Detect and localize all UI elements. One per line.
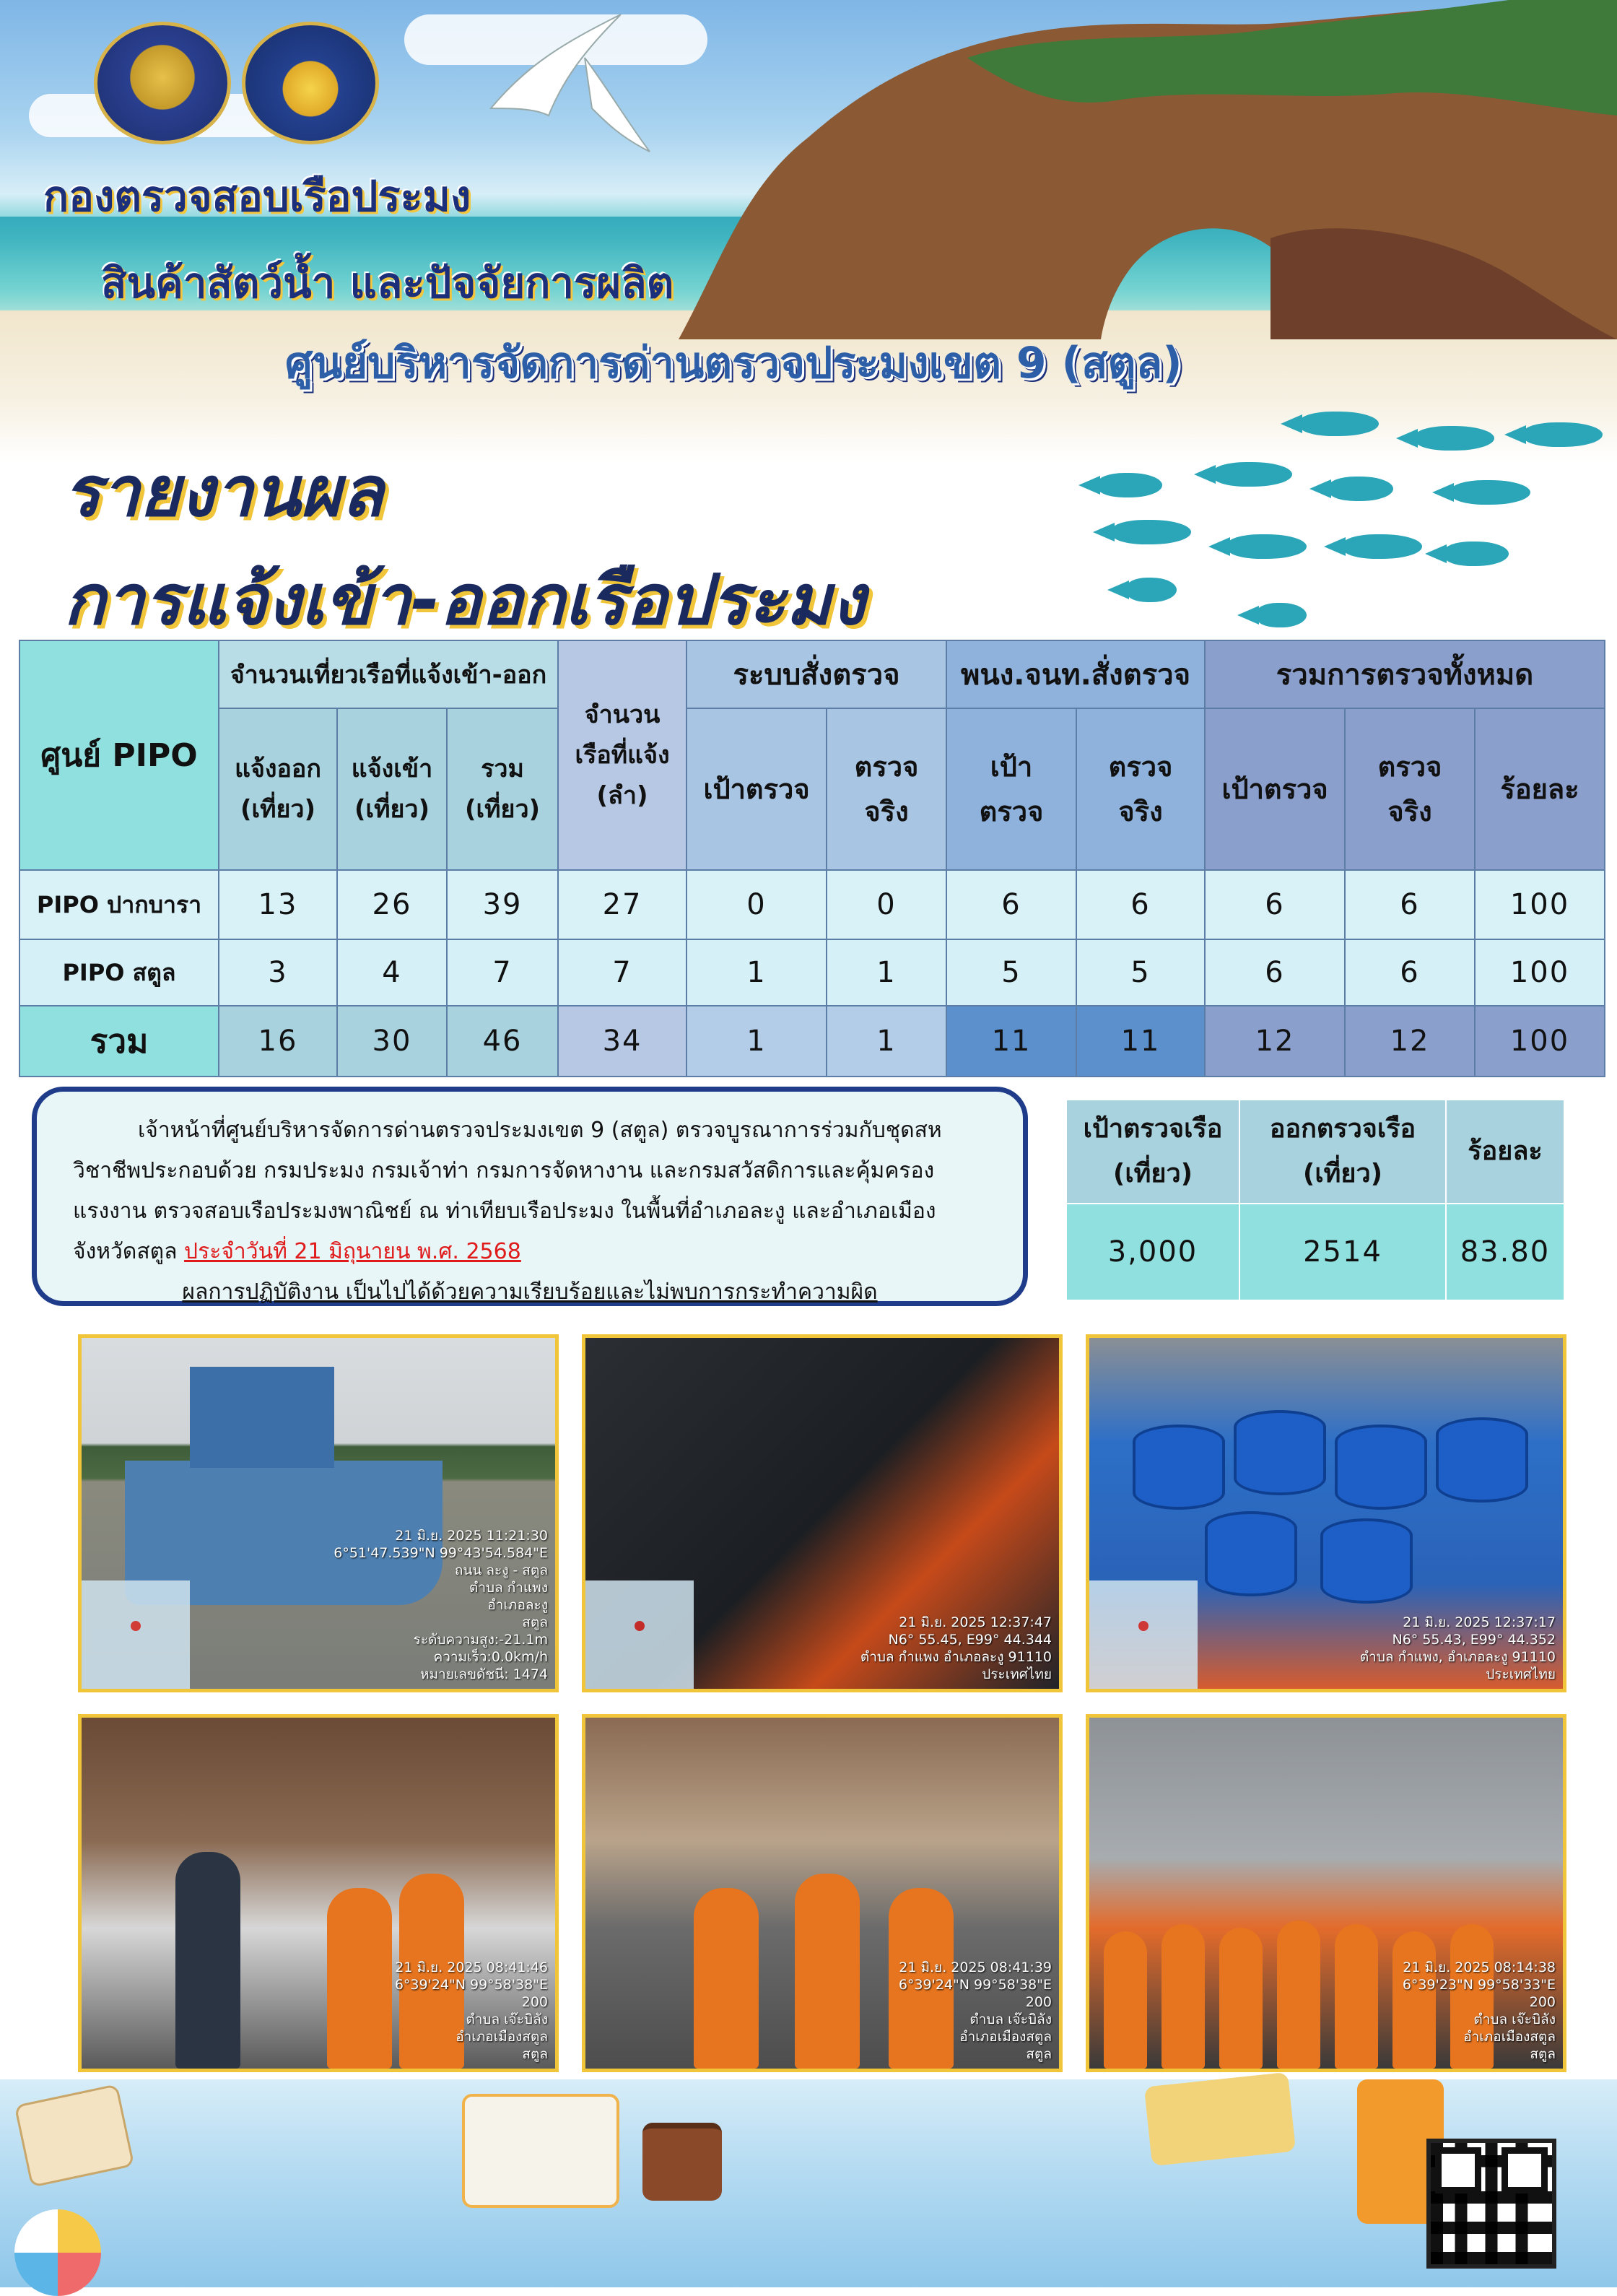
- cell-in: 4: [337, 939, 447, 1006]
- cell-off-target: 5: [946, 939, 1076, 1006]
- cell-percent: 100: [1475, 939, 1605, 1006]
- map-thumbnail: [82, 1580, 190, 1689]
- beach-ball-icon: [14, 2209, 101, 2296]
- total-tot-target: 12: [1205, 1006, 1345, 1077]
- header-tot-target: เป้าตรวจ: [1205, 708, 1345, 870]
- fish-icon: [1444, 542, 1509, 566]
- photo-crew-group: [1086, 1714, 1566, 2072]
- header-total-group: รวมการตรวจทั้งหมด: [1205, 640, 1605, 708]
- total-tot-actual: 12: [1345, 1006, 1475, 1077]
- stats-header-target: เป้าตรวจเรือ (เที่ยว): [1066, 1100, 1239, 1204]
- cell-off-actual: 5: [1076, 939, 1205, 1006]
- crew-figure: [1104, 1931, 1147, 2069]
- map-icon: [1144, 2072, 1296, 2166]
- map-thumbnail: [1089, 1580, 1198, 1689]
- photo-fishing-boat: [78, 1334, 559, 1692]
- bucket-shape: [1320, 1518, 1413, 1604]
- cell-sys-actual: 0: [827, 870, 946, 939]
- cell-tot-target: 6: [1205, 870, 1345, 939]
- total-sys-target: 1: [687, 1006, 827, 1077]
- total-boats: 34: [558, 1006, 687, 1077]
- stats-header-percent: ร้อยละ: [1446, 1100, 1564, 1204]
- total-percent: 100: [1475, 1006, 1605, 1077]
- row-name: PIPO สตูล: [19, 939, 219, 1006]
- summary-body: เจ้าหน้าที่ศูนย์บริหารจัดการด่านตรวจประมงเขต 9 (สตูล) ตรวจบูรณาการร่วมกับชุดสหวิชาชีพประกอบด้วย กรมประมง กรมเจ้าท่า กรมการจัดหางาน และกรมสวัสดิการและคุ้มครองแรงงาน ตรวจสอบเรือประมงพาณิชย์ ณ ท่าเทียบเรือประมง ในพื้นที่อำเภอละงู และอำเภอเมือง จังหวัดสตูล: [73, 1118, 942, 1264]
- cell-boats: 27: [558, 870, 687, 939]
- stats-done: 2514: [1239, 1204, 1446, 1300]
- header-boats: จำนวน เรือที่แจ้ง (ลำ): [558, 640, 687, 870]
- header-banner: [0, 0, 1617, 462]
- seagull-icon: [476, 0, 664, 159]
- fish-icon: [1343, 534, 1422, 559]
- total-off-target: 11: [946, 1006, 1076, 1077]
- photo-caption: 21 มิ.ย. 2025 12:37:47 N6° 55.45, E99° 44.344 ตำบล กำแพง อำเภอละงู 91110 ประเทศไทย: [860, 1614, 1052, 1682]
- total-in: 30: [337, 1006, 447, 1077]
- department-of-fisheries-seal-icon: [94, 22, 231, 144]
- photo-caption: 21 มิ.ย. 2025 08:41:39 6°39'24"N 99°58'38"E 200 ตำบล เจ๊ะบิลัง อำเภอเมืองสตูล สตูล: [898, 1960, 1052, 2062]
- stats-target: 3,000: [1066, 1204, 1239, 1300]
- fish-icon: [1227, 534, 1307, 559]
- total-off-actual: 11: [1076, 1006, 1205, 1077]
- bucket-shape: [1436, 1417, 1528, 1503]
- officer-figure: [175, 1852, 240, 2069]
- photo-caption: 21 มิ.ย. 2025 08:41:46 6°39'24"N 99°58'38"E 200 ตำบล เจ๊ะบิลัง อำเภอเมืองสตูล สตูล: [394, 1960, 548, 2062]
- pipo-report-table: [19, 640, 1605, 1077]
- cell-out: 13: [219, 870, 337, 939]
- photo-caption: 21 มิ.ย. 2025 08:14:38 6°39'23"N 99°58'33"E 200 ตำบล เจ๊ะบิลัง อำเภอเมืองสตูล สตูล: [1402, 1960, 1556, 2062]
- header-out: แจ้งออก (เที่ยว): [219, 708, 337, 870]
- crew-figure: [1277, 1921, 1320, 2069]
- summary-date: ประจำวันที่ 21 มิถุนายน พ.ศ. 2568: [184, 1239, 521, 1264]
- cell-off-target: 6: [946, 870, 1076, 939]
- bucket-shape: [1335, 1425, 1427, 1510]
- header-officer-group: พนง.จนท.สั่งตรวจ: [946, 640, 1205, 708]
- total-out: 16: [219, 1006, 337, 1077]
- suitcase-icon: [642, 2123, 722, 2201]
- photo-caption: 21 มิ.ย. 2025 12:37:17 N6° 55.43, E99° 44.352 ตำบล กำแพง, อำเภอละงู 91110 ประเทศไทย: [1359, 1614, 1556, 1682]
- fish-icon: [1415, 426, 1494, 451]
- total-name: รวม: [19, 1006, 219, 1077]
- photo-catch-buckets: [1086, 1334, 1566, 1692]
- table-row: [19, 939, 1605, 1006]
- cell-sys-target: 0: [687, 870, 827, 939]
- header-title-line3: ศูนย์บริหารจัดการด่านตรวจประมงเขต 9 (สตูล): [285, 338, 1182, 388]
- cell-boats: 7: [558, 939, 687, 1006]
- bucket-shape: [1234, 1410, 1326, 1495]
- header-title-line1: กองตรวจสอบเรือประมง: [43, 172, 471, 221]
- fish-icon: [1328, 477, 1393, 501]
- photo-frame-icon: [462, 2094, 619, 2208]
- stats-percent: 83.80: [1446, 1204, 1564, 1300]
- boat-cabin-shape: [190, 1367, 334, 1468]
- fish-icon: [1097, 473, 1162, 497]
- rock-arch-illustration: [679, 0, 1617, 339]
- qr-code-icon[interactable]: [1426, 2139, 1556, 2269]
- photo-fishing-net: [582, 1334, 1063, 1692]
- cell-in: 26: [337, 870, 447, 939]
- header-in: แจ้งเข้า (เที่ยว): [337, 708, 447, 870]
- cell-percent: 100: [1475, 870, 1605, 939]
- cell-tot-target: 6: [1205, 939, 1345, 1006]
- cell-off-actual: 6: [1076, 870, 1205, 939]
- bucket-shape: [1205, 1511, 1297, 1596]
- fish-icon: [1112, 520, 1191, 544]
- fish-icon: [1451, 480, 1530, 505]
- cell-sum: 39: [447, 870, 558, 939]
- report-title-line2: การแจ้งเข้า-ออกเรือประมง: [64, 560, 866, 640]
- header-title-line2: สินค้าสัตว์น้ำ และปัจจัยการผลิต: [101, 258, 674, 308]
- header-center: ศูนย์ PIPO: [19, 640, 219, 870]
- report-title-line1: รายงานผล: [64, 451, 384, 532]
- cell-sys-actual: 1: [827, 939, 946, 1006]
- photo-crew-documents: [582, 1714, 1063, 2072]
- header-tot-percent: ร้อยละ: [1475, 708, 1605, 870]
- crew-figure: [1219, 1928, 1263, 2069]
- row-name: PIPO ปากบารา: [19, 870, 219, 939]
- crew-figure: [1335, 1924, 1378, 2069]
- cell-out: 3: [219, 939, 337, 1006]
- header-off-actual: ตรวจ จริง: [1076, 708, 1205, 870]
- total-sum: 46: [447, 1006, 558, 1077]
- fish-icon: [1213, 462, 1292, 487]
- header-sys-actual: ตรวจ จริง: [827, 708, 946, 870]
- crew-figure: [1161, 1924, 1205, 2069]
- fish-icon: [1126, 578, 1177, 602]
- total-sys-actual: 1: [827, 1006, 946, 1077]
- summary-textbox: [32, 1087, 1028, 1306]
- summary-result: ผลการปฏิบัติงาน เป็นไปได้ด้วยความเรียบร้อยและไม่พบการกระทำความผิด: [182, 1279, 878, 1305]
- cell-sum: 7: [447, 939, 558, 1006]
- photo-crew-inspection: [78, 1714, 559, 2072]
- inspection-stats-table: [1065, 1099, 1565, 1301]
- header-off-target: เป้า ตรวจ: [946, 708, 1076, 870]
- bucket-shape: [1133, 1425, 1225, 1510]
- crew-figure: [694, 1888, 759, 2069]
- fishery-inspection-badge-icon: [242, 22, 379, 144]
- stats-header-done: ออกตรวจเรือ (เที่ยว): [1239, 1100, 1446, 1204]
- crew-figure: [327, 1888, 392, 2069]
- header-system-group: ระบบสั่งตรวจ: [687, 640, 946, 708]
- header-sum: รวม (เที่ยว): [447, 708, 558, 870]
- header-tot-actual: ตรวจ จริง: [1345, 708, 1475, 870]
- crew-figure: [795, 1874, 860, 2069]
- cell-tot-actual: 6: [1345, 939, 1475, 1006]
- fish-icon: [1256, 603, 1307, 627]
- cell-sys-target: 1: [687, 939, 827, 1006]
- table-total-row: [19, 1006, 1605, 1077]
- map-thumbnail: [585, 1580, 694, 1689]
- header-trips-group: จำนวนเที่ยวเรือที่แจ้งเข้า-ออก: [219, 640, 558, 708]
- fish-icon: [1523, 422, 1603, 447]
- photo-caption: 21 มิ.ย. 2025 11:21:30 6°51'47.539"N 99°43'54.584"E ถนน ละงู - สตูล ตำบล กำแพง อำเภอละงู สตูล ระดับความสูง:-21.1m ความเร็ว:0.0km/h หมายเลขดัชนี: 1474: [334, 1528, 548, 1682]
- header-sys-target: เป้าตรวจ: [687, 708, 827, 870]
- fish-icon: [1299, 412, 1379, 436]
- cell-tot-actual: 6: [1345, 870, 1475, 939]
- table-row: [19, 870, 1605, 939]
